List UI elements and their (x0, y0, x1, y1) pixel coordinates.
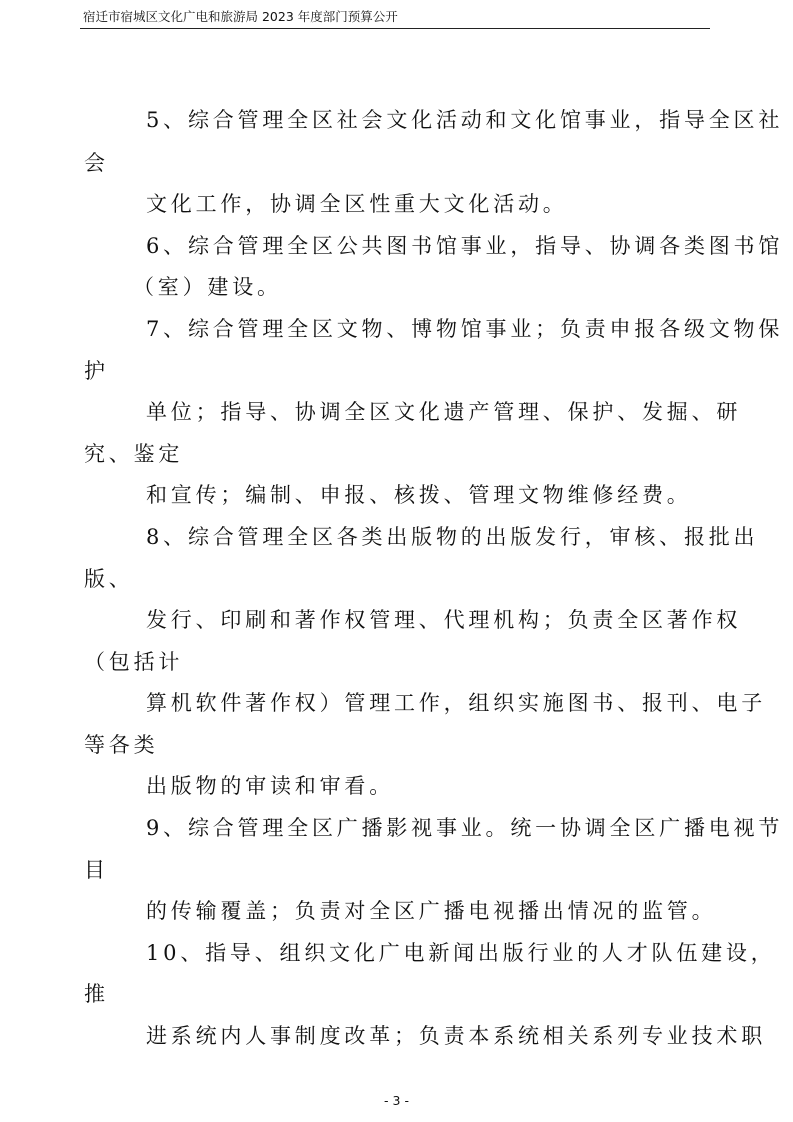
paragraph-line: 版、 (84, 567, 134, 591)
paragraph-line: 单位；指导、协调全区文化遗产管理、保护、发掘、研 (146, 400, 742, 424)
paragraph-line: 护 (84, 359, 109, 383)
paragraph-line: 10、指导、组织文化广电新闻出版行业的人才队伍建设， (146, 941, 776, 965)
paragraph-line: 和宣传；编制、申报、核拨、管理文物维修经费。 (146, 483, 692, 507)
paragraph-line: 发行、印刷和著作权管理、代理机构；负责全区著作权 (146, 608, 742, 632)
page-header: 宿迁市宿城区文化广电和旅游局 2023 年度部门预算公开 (83, 9, 398, 24)
paragraph-line: 6、综合管理全区公共图书馆事业，指导、协调各类图书馆 (146, 234, 784, 258)
paragraph-line: 目 (84, 858, 109, 882)
paragraph-line: 9、综合管理全区广播影视事业。统一协调全区广播电视节 (146, 816, 784, 840)
paragraph-line: 的传输覆盖；负责对全区广播电视播出情况的监管。 (146, 899, 717, 923)
paragraph-line: 究、鉴定 (84, 442, 184, 466)
paragraph-line: 推 (84, 982, 109, 1006)
paragraph-line: （包括计 (84, 650, 184, 674)
paragraph-line: 5、综合管理全区社会文化活动和文化馆事业，指导全区社 (146, 108, 784, 132)
paragraph-line: 等各类 (84, 733, 159, 757)
paragraph-line: 会 (84, 151, 109, 175)
paragraph-line: 出版物的审读和审看。 (146, 774, 394, 798)
paragraph-line: 算机软件著作权）管理工作，组织实施图书、报刊、电子 (146, 691, 766, 715)
paragraph-line: （室）建设。 (133, 275, 282, 299)
paragraph-line: 文化工作，协调全区性重大文化活动。 (146, 192, 568, 216)
paragraph-line: 7、综合管理全区文物、博物馆事业；负责申报各级文物保 (146, 317, 784, 341)
page-number: - 3 - (384, 1093, 409, 1108)
paragraph-line: 进系统内人事制度改革；负责本系统相关系列专业技术职 (146, 1024, 766, 1048)
paragraph-line: 8、综合管理全区各类出版物的出版发行，审核、报批出 (146, 525, 759, 549)
